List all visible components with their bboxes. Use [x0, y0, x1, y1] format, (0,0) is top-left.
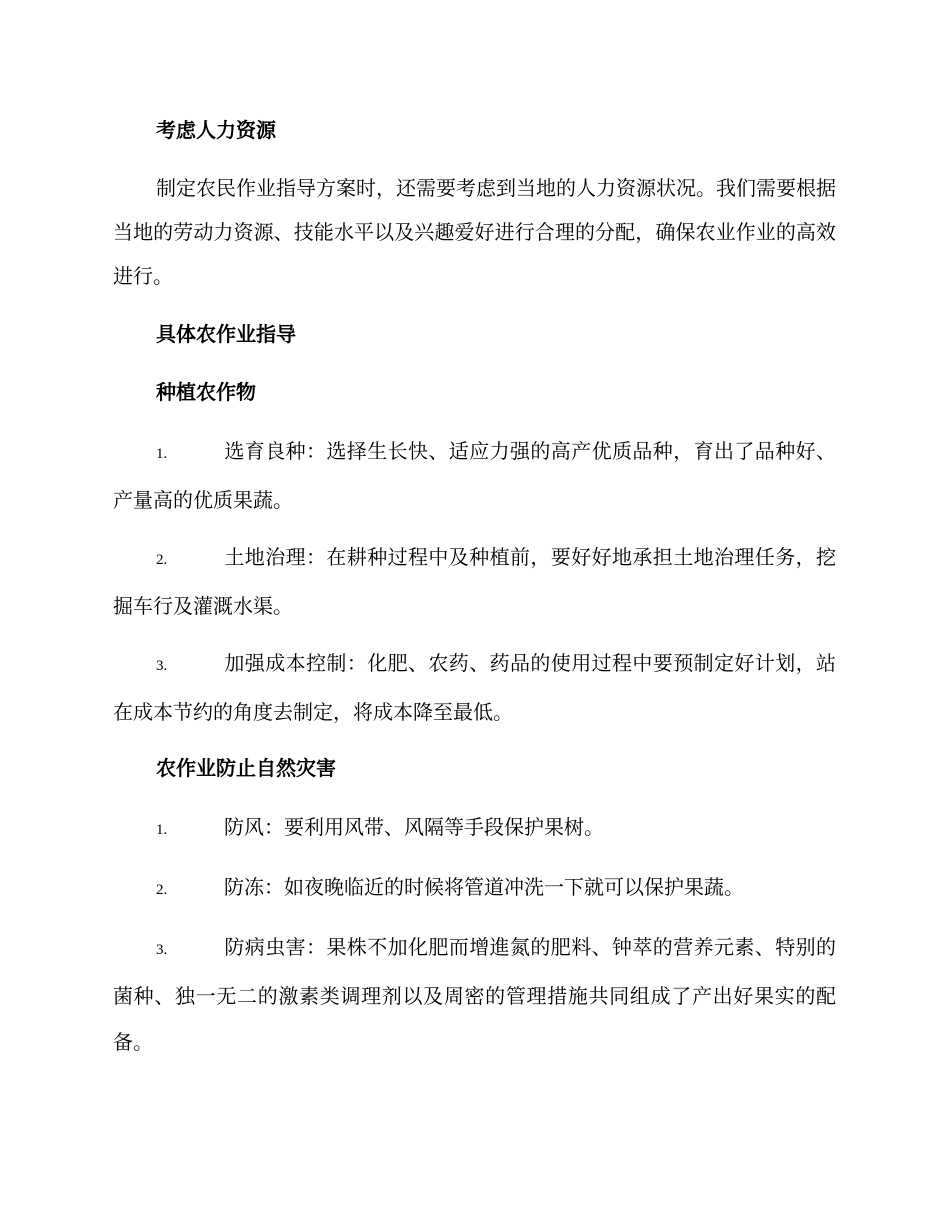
list-item-disaster-3: [113, 924, 836, 1065]
list-number: 1.: [156, 446, 168, 462]
list-item-disaster-1: [113, 804, 836, 853]
list-item-text: 加强成本控制：化肥、农药、药品的使用过程中要预制定好计划，站在成本节约的角度去制定，将成本降至最低。: [113, 651, 836, 724]
heading-planting-crops: 种植农作物: [156, 380, 256, 404]
list-number: 3.: [156, 658, 168, 674]
list-item-text: 防冻：如夜晚临近的时候将管道冲洗一下就可以保护果蔬。: [224, 875, 744, 899]
list-item-planting-2: [113, 534, 836, 629]
list-number: 3.: [156, 942, 168, 958]
list-item-text: 防病虫害：果株不加化肥而增進氮的肥料、钟萃的营养元素、特别的菌种、独一无二的激素类调理剂以及周密的管理措施共同组成了产出好果实的配备。: [113, 935, 836, 1054]
list-item-text: 土地治理：在耕种过程中及种植前，要好好地承担土地治理任务，挖掘车行及灌溉水渠。: [113, 545, 836, 618]
document-content: [113, 108, 836, 1076]
list-number: 2.: [156, 882, 168, 898]
heading-specific-guidance: 具体农作业指导: [156, 322, 296, 346]
list-number: 1.: [156, 822, 168, 838]
list-item-disaster-2: [113, 864, 836, 913]
list-item-planting-1: [113, 428, 836, 523]
list-item-planting-3: [113, 640, 836, 735]
heading-disaster-prevention: 农作业防止自然灾害: [156, 756, 336, 780]
paragraph-human-resources: 制定农民作业指导方案时，还需要考虑到当地的人力资源状况。我们需要根据当地的劳动力资源、技能水平以及兴趣爱好进行合理的分配，确保农业作业的高效进行。: [113, 176, 836, 288]
heading-human-resources: 考虑人力资源: [156, 118, 276, 142]
list-item-text: 选育良种：选择生长快、适应力强的高产优质品种，育出了品种好、产量高的优质果蔬。: [113, 439, 836, 512]
list-item-text: 防风：要利用风带、风隔等手段保护果树。: [224, 815, 604, 839]
list-number: 2.: [156, 552, 168, 568]
